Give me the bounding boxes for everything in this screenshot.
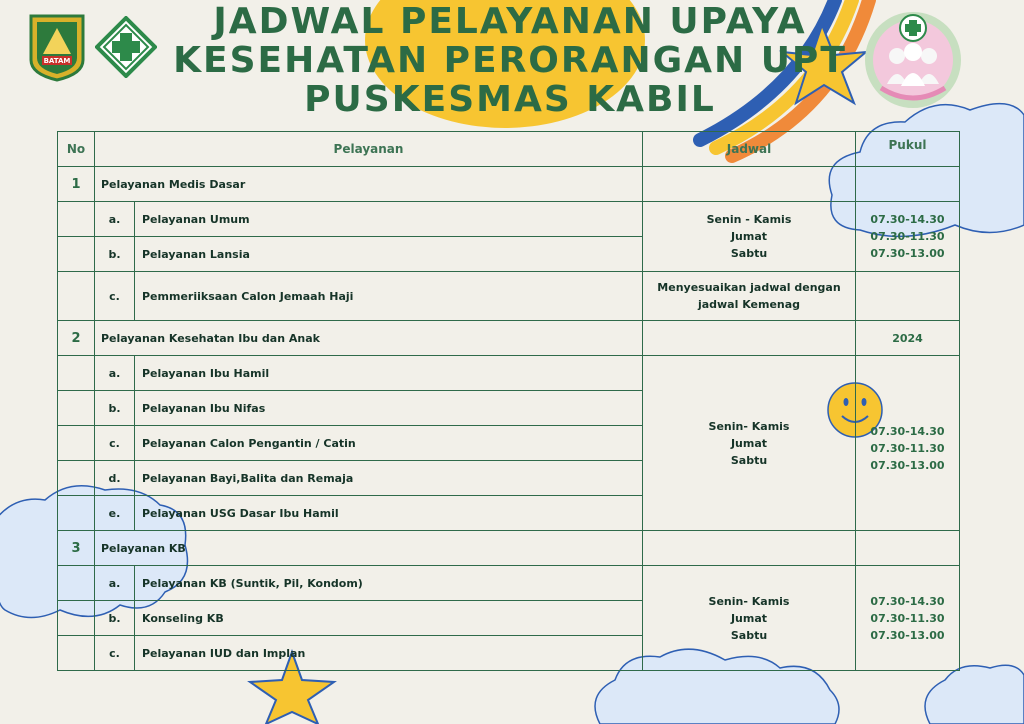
title-line-3: PUSKESMAS KABIL xyxy=(304,79,716,120)
section-pukul-year: 2024 xyxy=(856,321,960,356)
table-row xyxy=(58,272,960,321)
item-letter: c. xyxy=(95,272,135,321)
table-row xyxy=(58,566,960,601)
section-number: 3 xyxy=(58,531,95,566)
jadwal-cell: Senin- Kamis Jumat Sabtu xyxy=(643,566,856,671)
item-letter: b. xyxy=(95,237,135,272)
pukul-cell: 07.30-14.30 07.30-11.30 07.30-13.00 xyxy=(856,356,960,531)
section-row xyxy=(58,531,960,566)
section-row xyxy=(58,321,960,356)
title-line-1: JADWAL PELAYANAN UPAYA xyxy=(213,1,807,42)
item-name: Pelayanan USG Dasar Ibu Hamil xyxy=(135,496,643,531)
header-no: No xyxy=(58,132,95,167)
item-letter: b. xyxy=(95,601,135,636)
item-name: Pelayanan Bayi,Balita dan Remaja xyxy=(135,461,643,496)
section-pukul-empty xyxy=(856,167,960,202)
item-name: Pemmeriiksaan Calon Jemaah Haji xyxy=(135,272,643,321)
table-row xyxy=(58,202,960,237)
page-title xyxy=(150,2,870,119)
section-jadwal-empty xyxy=(643,167,856,202)
table-row xyxy=(58,356,960,391)
item-letter: d. xyxy=(95,461,135,496)
item-letter: a. xyxy=(95,566,135,601)
section-number: 2 xyxy=(58,321,95,356)
pukul-cell: 07.30-14.30 07.30-11.30 07.30-13.00 xyxy=(856,566,960,671)
puskesmas-logo-icon xyxy=(95,16,157,78)
item-name: Pelayanan Ibu Hamil xyxy=(135,356,643,391)
item-letter: c. xyxy=(95,636,135,671)
item-letter: a. xyxy=(95,356,135,391)
item-name: Pelayanan KB (Suntik, Pil, Kondom) xyxy=(135,566,643,601)
item-letter: a. xyxy=(95,202,135,237)
batam-logo-icon xyxy=(27,14,87,82)
title-line-2: KESEHATAN PERORANGAN UPT xyxy=(173,40,847,81)
item-name: Pelayanan Lansia xyxy=(135,237,643,272)
pukul-cell: 07.30-14.30 07.30-11.30 07.30-13.00 xyxy=(856,202,960,272)
section-row xyxy=(58,167,960,202)
item-letter: e. xyxy=(95,496,135,531)
item-letter: b. xyxy=(95,391,135,426)
table-header-row xyxy=(58,132,960,167)
jadwal-cell: Senin- Kamis Jumat Sabtu xyxy=(643,356,856,531)
header-pelayanan: Pelayanan xyxy=(95,132,643,167)
item-name: Konseling KB xyxy=(135,601,643,636)
section-name: Pelayanan Kesehatan Ibu dan Anak xyxy=(95,321,643,356)
health-care-logo-icon xyxy=(861,8,965,112)
batam-logo-text: BATAM xyxy=(43,57,71,65)
header-pukul: Pukul xyxy=(856,132,960,167)
item-name: Pelayanan Calon Pengantin / Catin xyxy=(135,426,643,461)
item-name: Pelayanan Umum xyxy=(135,202,643,237)
schedule-table xyxy=(57,131,960,671)
item-name: Pelayanan IUD dan Implan xyxy=(135,636,643,671)
jadwal-cell: Senin - Kamis Jumat Sabtu xyxy=(643,202,856,272)
item-name: Pelayanan Ibu Nifas xyxy=(135,391,643,426)
section-name: Pelayanan Medis Dasar xyxy=(95,167,643,202)
item-letter: c. xyxy=(95,426,135,461)
header-jadwal: Jadwal xyxy=(643,132,856,167)
section-name: Pelayanan KB xyxy=(95,531,643,566)
section-number: 1 xyxy=(58,167,95,202)
jadwal-cell: Menyesuaikan jadwal dengan jadwal Kemenag xyxy=(643,272,856,321)
